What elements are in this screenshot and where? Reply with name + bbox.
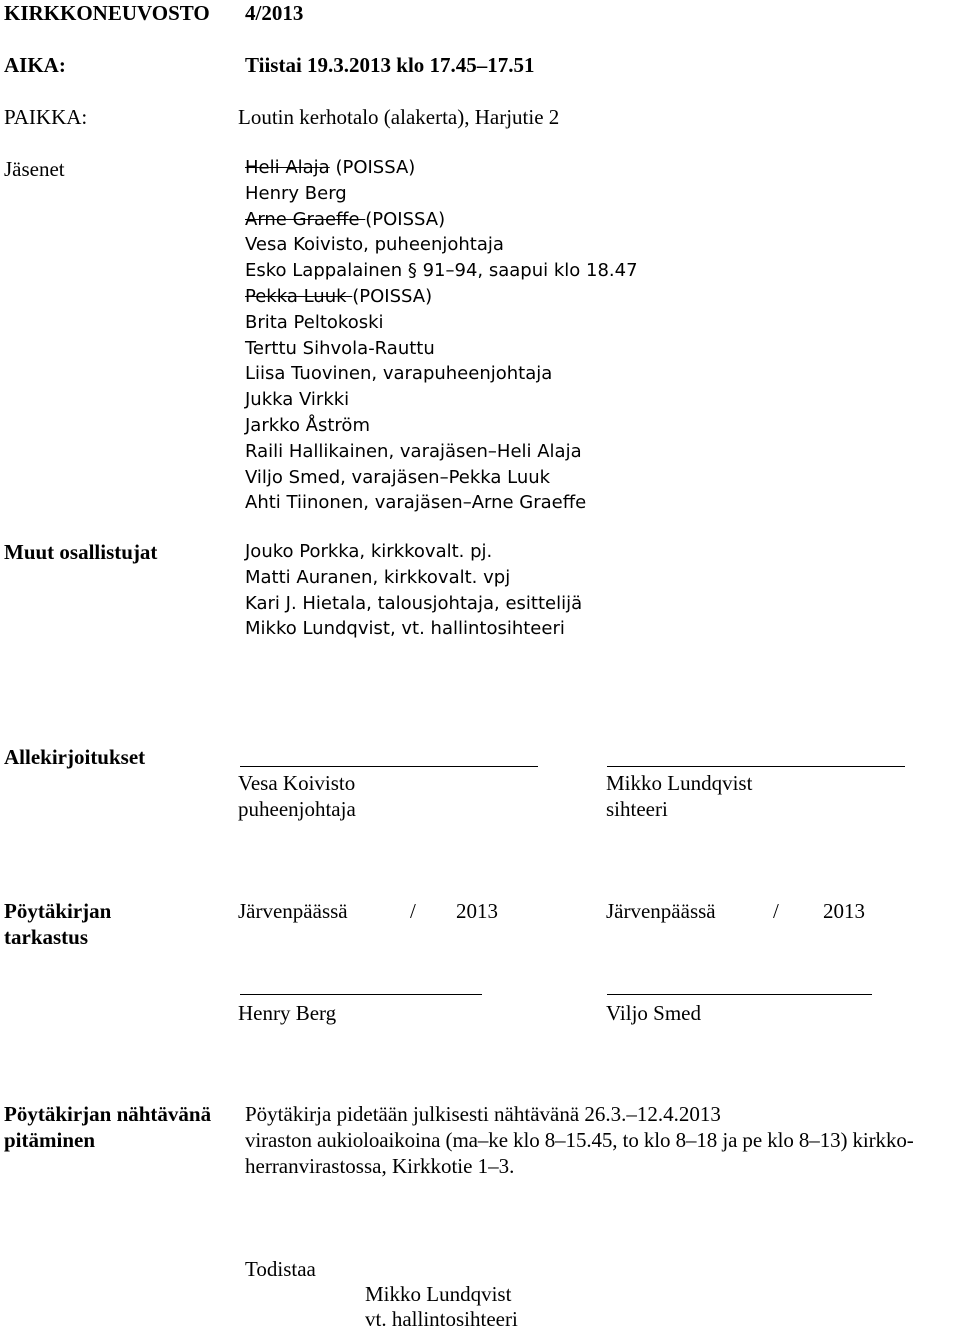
display-label-line1: Pöytäkirjan nähtävänä [4,1102,212,1126]
member-item [245,413,638,439]
document-title: KIRKKONEUVOSTO [4,1,210,25]
review-right-year: 2013 [823,899,865,923]
place-value: Loutin kerhotalo (alakerta), Harjutie 2 [238,105,560,129]
signature-line-left [240,766,538,767]
member-name: Raili Hallikainen, varajäsen–Heli Alaja [245,440,582,462]
attest-name: Mikko Lundqvist [365,1282,512,1306]
review-left-place: Järvenpäässä [238,899,348,923]
participant-item: Kari J. Hietala, talousjohtaja, esittelijä [245,592,583,614]
others-list [245,539,582,642]
participant-item: Mikko Lundqvist, vt. hallintosihteeri [245,618,565,640]
member-name: Esko Lappalainen [245,260,403,282]
member-note: (POISSA) [352,285,433,307]
time-value: Tiistai 19.3.2013 klo 17.45–17.51 [245,53,535,77]
attest-role: vt. hallintosihteeri [365,1307,518,1331]
place-label: PAIKKA: [4,105,88,129]
member-name: Pekka Luuk [245,285,353,307]
signatures-label: Allekirjoitukset [4,745,146,769]
participant-item: Jouko Porkka, kirkkovalt. pj. [245,541,493,562]
members-label: Jäsenet [4,157,65,181]
review-label-line2: tarkastus [4,925,89,949]
review-label-line1: Pöytäkirjan [4,899,112,923]
review-left-year: 2013 [456,899,498,923]
participant-item: Matti Auranen, kirkkovalt. vpj [245,566,511,588]
display-label-line2: pitäminen [4,1128,96,1152]
signer-right-role: sihteeri [606,797,668,821]
member-item [245,258,638,284]
member-item [245,310,638,336]
member-item [245,465,638,491]
member-item [245,207,638,233]
member-name: Henry Berg [245,182,347,204]
others-label: Muut osallistujat [4,540,158,564]
review-line-left [240,994,482,995]
reviewer-right-name: Viljo Smed [606,1001,701,1025]
signer-right-name: Mikko Lundqvist [606,771,753,795]
display-text-line2: viraston aukioloaikoina (ma–ke klo 8–15.45, to klo 8–18 ja pe klo 8–13) kirkko- [245,1128,914,1152]
review-left-slash: / [410,899,416,923]
member-item [245,387,638,413]
display-text-line1: Pöytäkirja pidetään julkisesti nähtävänä 26.3.–12.4.2013 [245,1102,721,1126]
member-note: § 91–94, saapui klo 18.47 [402,260,638,282]
signature-line-right [607,766,905,767]
member-note: (POISSA) [365,208,446,230]
member-item [245,336,638,362]
member-name: Jukka Virkki [245,389,350,411]
member-item [245,284,638,310]
time-label: AIKA: [4,53,66,77]
review-line-right [607,994,872,995]
member-name: Vesa Koivisto, puheenjohtaja [245,234,504,256]
member-name: Brita Peltokoski [245,311,384,333]
member-name: Viljo Smed, varajäsen–Pekka Luuk [245,466,551,488]
member-item [245,361,638,387]
member-item [245,155,638,181]
meeting-number: 4/2013 [245,1,304,25]
member-name: Ahti Tiinonen, varajäsen–Arne Graeffe [245,492,587,514]
reviewer-left-name: Henry Berg [238,1001,337,1025]
review-right-place: Järvenpäässä [606,899,716,923]
members-list [245,155,638,516]
member-name: Liisa Tuovinen, varapuheenjohtaja [245,363,553,385]
member-item [245,490,638,516]
member-name: Terttu Sihvola-Rauttu [245,337,435,359]
signer-left-role: puheenjohtaja [238,797,356,821]
attest-label: Todistaa [245,1257,316,1281]
display-text-line3: herranvirastossa, Kirkkotie 1–3. [245,1154,515,1178]
member-item [245,232,638,258]
member-item [245,181,638,207]
review-right-slash: / [773,899,779,923]
member-name: Arne Graeffe [245,208,366,230]
member-name: Heli Alaja [245,157,330,178]
member-item [245,439,638,465]
member-name: Jarkko Åström [245,414,370,436]
member-note: (POISSA) [329,157,416,178]
signer-left-name: Vesa Koivisto [238,771,356,795]
